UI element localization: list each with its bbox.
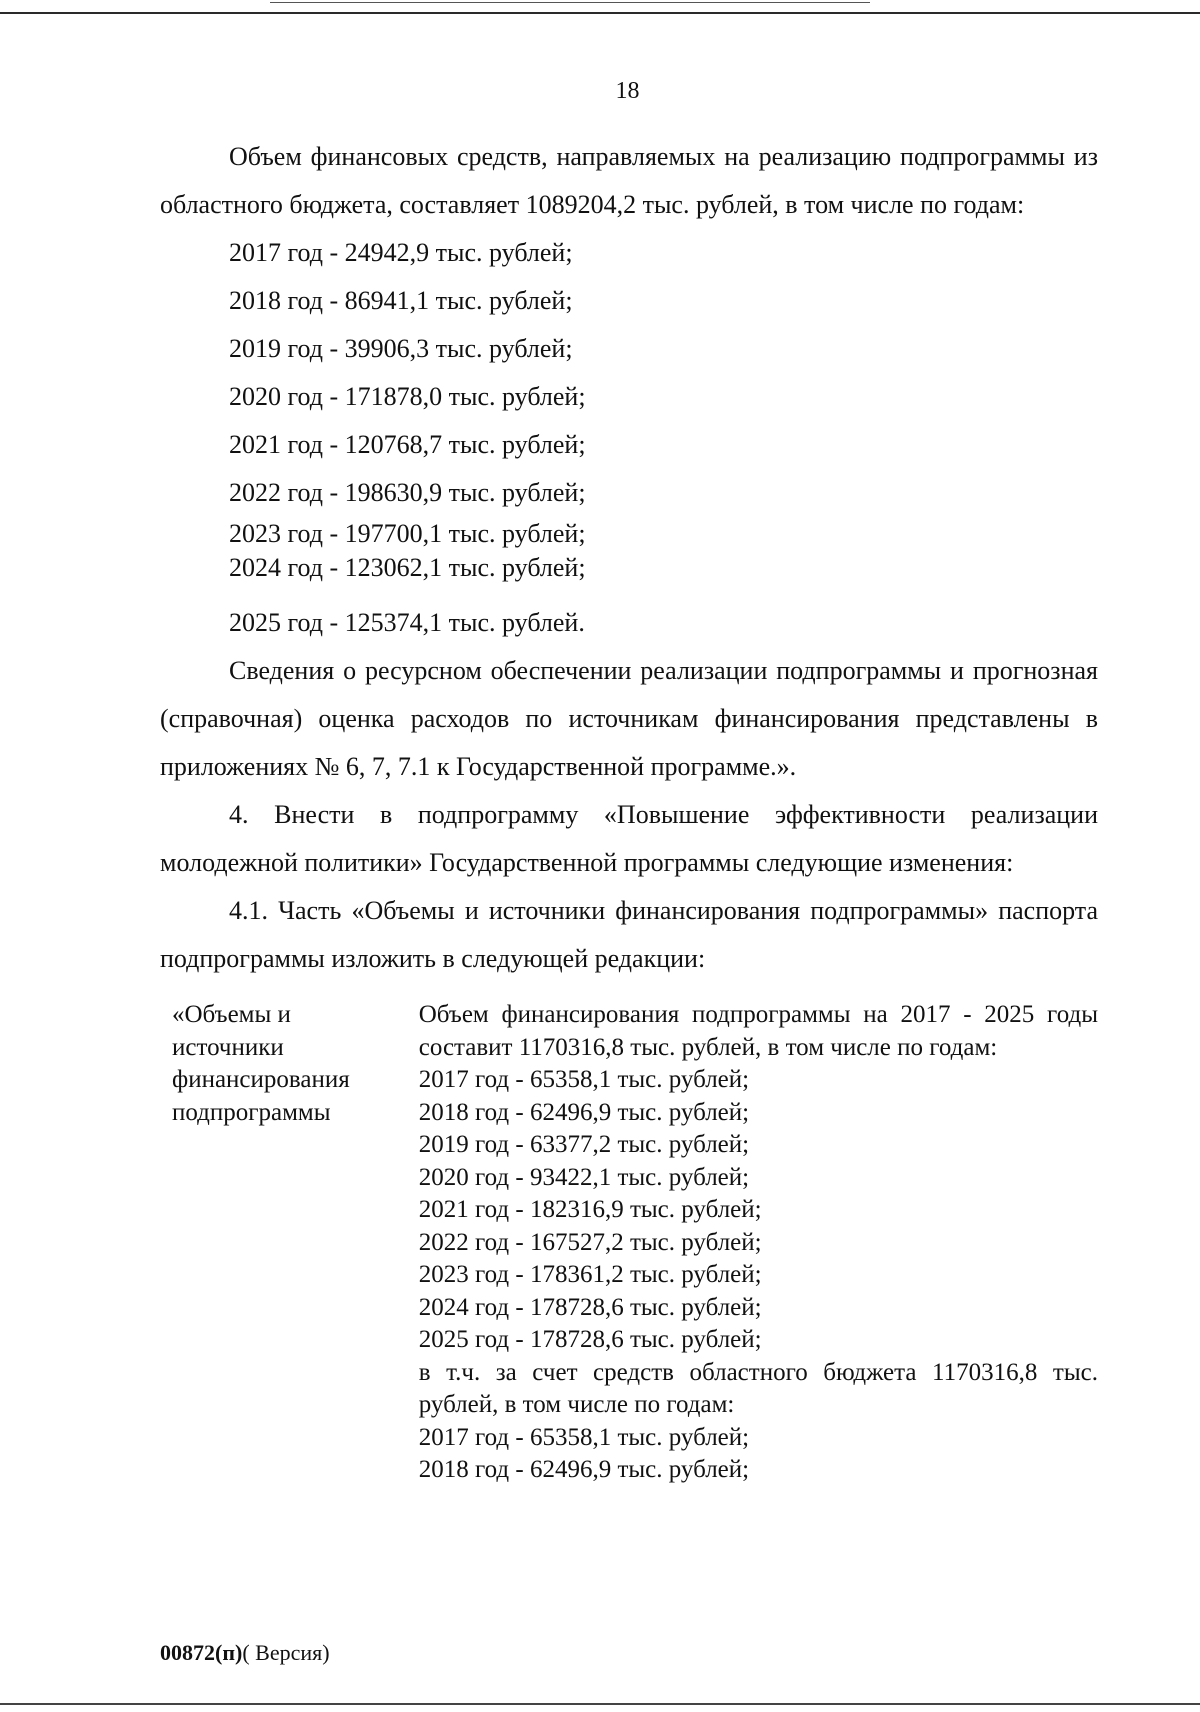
scan-edge-line: [270, 2, 870, 3]
list-item: 2024 год - 123062,1 тыс. рублей;: [229, 553, 586, 582]
passport-label-cell: [160, 999, 419, 1487]
passport-intro: Объем финансирования подпрограммы на 2017 - 2025 годы составит 1170316,8 тыс. рублей, в том числе по годам:: [418, 1001, 1098, 1061]
list-item: 2020 год - 171878,0 тыс. рублей;: [229, 382, 586, 411]
list-item: 2024 год - 178728,6 тыс. рублей;: [418, 1293, 762, 1321]
list-item: 2021 год - 120768,7 тыс. рублей;: [229, 430, 586, 459]
list-item: 2019 год - 39906,3 тыс. рублей;: [229, 334, 573, 363]
list-item: 2021 год - 182316,9 тыс. рублей;: [418, 1196, 762, 1223]
passport-label-line: «Объемы и: [172, 1001, 291, 1028]
list-item: 2022 год - 198630,9 тыс. рублей;: [229, 478, 586, 507]
years-list-regional-budget: [160, 229, 1098, 647]
list-item: 2017 год - 65358,1 тыс. рублей;: [418, 1423, 750, 1451]
list-item: 2025 год - 125374,1 тыс. рублей.: [229, 608, 585, 637]
paragraph-item-4-1: 4.1. Часть «Объемы и источники финансирования подпрограммы» паспорта подпрограммы изложить в следующей редакции:: [160, 896, 1098, 973]
passport-value-cell: [419, 999, 1098, 1487]
list-item: 2022 год - 167527,2 тыс. рублей;: [418, 1228, 762, 1256]
list-item: 2023 год - 197700,1 тыс. рублей;: [229, 519, 586, 548]
passport-label-line: источники: [172, 1033, 284, 1061]
list-item: 2025 год - 178728,6 тыс. рублей;: [418, 1326, 762, 1353]
document-body: [160, 133, 1098, 1487]
passport-table: [160, 999, 1098, 1487]
list-item: 2018 год - 86941,1 тыс. рублей;: [229, 286, 573, 315]
list-item: 2023 год - 178361,2 тыс. рублей;: [418, 1261, 762, 1288]
list-item: 2019 год - 63377,2 тыс. рублей;: [418, 1131, 750, 1158]
list-item: 2017 год - 65358,1 тыс. рублей;: [418, 1066, 750, 1093]
scan-top-border: [0, 12, 1200, 14]
list-item: 2018 год - 62496,9 тыс. рублей;: [418, 1456, 750, 1483]
passport-label-line: подпрограммы: [172, 1098, 331, 1126]
list-item: 2017 год - 24942,9 тыс. рублей;: [229, 238, 573, 267]
document-code: 00872(п): [160, 1640, 243, 1665]
paragraph-financing-volume: Объем финансовых средств, направляемых на реализацию подпрограммы из областного бюджета, составляет 1089204,2 тыс. рублей, в том числе по годам:: [160, 142, 1098, 219]
page-number: 18: [615, 78, 640, 104]
list-item: 2018 год - 62496,9 тыс. рублей;: [418, 1098, 750, 1126]
paragraph-item-4: 4. Внести в подпрограмму «Повышение эффективности реализации молодежной политики» Государственной программы следующие изменения:: [160, 800, 1098, 877]
passport-label-line: финансирования: [172, 1066, 350, 1093]
list-item: 2020 год - 93422,1 тыс. рублей;: [418, 1163, 750, 1191]
document-version: ( Версия): [242, 1640, 330, 1665]
passport-regional-intro: в т.ч. за счет средств областного бюджета 1170316,8 тыс. рублей, в том числе по годам:: [418, 1358, 1098, 1418]
scan-bottom-border: [0, 1703, 1200, 1705]
footer-document-code: [160, 1640, 330, 1666]
paragraph-resource-info: Сведения о ресурсном обеспечении реализации подпрограммы и прогнозная (справочная) оценка расходов по источникам финансирования представлены в приложениях № 6, 7, 7.1 к Государственной программе.».: [160, 656, 1098, 781]
